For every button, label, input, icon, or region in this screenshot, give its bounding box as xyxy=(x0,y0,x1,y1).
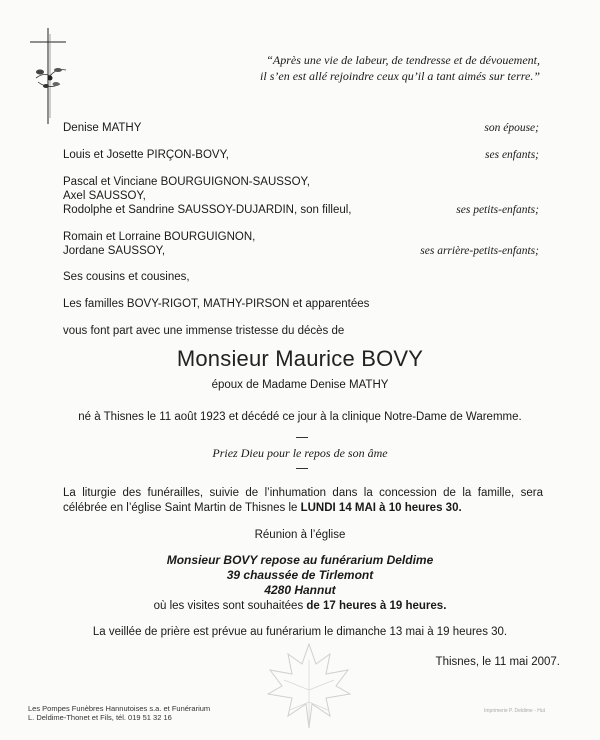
family-name: Pascal et Vinciane BOURGUIGNON-SAUSSOY, xyxy=(63,176,310,188)
maple-leaf-icon xyxy=(264,640,354,732)
family-relation: son épouse; xyxy=(484,122,539,134)
liturgy-text: La liturgie des funérailles, suivie de l’inhumation dans la concession de la famille, sera célébrée en l’église Saint Martin de Thisnes le xyxy=(63,487,543,514)
quote-line-2: il s’en est allé rejoindre ceux qu’il a tant aimés sur terre.” xyxy=(260,69,540,83)
family-name: Rodolphe et Sandrine SAUSSOY-DUJARDIN, son filleul, xyxy=(63,204,352,216)
birth-death-line: né à Thisnes le 11 août 1923 et décédé ce jour à la clinique Notre-Dame de Waremme. xyxy=(78,411,522,423)
reunion-line: Réunion à l’église xyxy=(254,529,346,541)
cousins-line: Ses cousins et cousines, xyxy=(63,271,190,283)
deceased-name: Monsieur Maurice BOVY xyxy=(176,346,424,371)
liturgy-paragraph xyxy=(63,486,543,516)
footer-line-2: L. Deldime-Thonet et Fils, tél. 019 51 32 16 xyxy=(28,713,172,722)
family-row-spouse xyxy=(63,121,539,135)
quote-line-1: “Après une vie de labeur, de tendresse et de dévouement, xyxy=(266,53,540,67)
family-relation: ses petits-enfants; xyxy=(456,204,539,216)
announcement-line: vous font part avec une immense tristesse du décès de xyxy=(63,325,345,337)
funeral-home-footer xyxy=(28,704,210,722)
separator-dash xyxy=(296,437,308,438)
funerarium-line-2: 39 chaussée de Tirlemont xyxy=(226,568,374,582)
liturgy-date-time: LUNDI 14 MAI à 10 heures 30. xyxy=(300,502,462,514)
family-row-grandchildren xyxy=(63,175,539,217)
visits-hours: de 17 heures à 19 heures. xyxy=(306,600,447,612)
family-relation: ses enfants; xyxy=(485,149,539,161)
opening-quote xyxy=(220,52,540,84)
families-line: Les familles BOVY-RIGOT, MATHY-PIRSON et apparentées xyxy=(63,298,370,310)
separator-dash xyxy=(296,468,308,469)
footer-line-1: Les Pompes Funèbres Hannutoises s.a. et Funérarium xyxy=(28,704,211,713)
place-date: Thisnes, le 11 mai 2007. xyxy=(435,656,560,668)
funerarium-line-3: 4280 Hannut xyxy=(264,583,336,597)
family-name: Romain et Lorraine BOURGUIGNON, xyxy=(63,231,256,243)
family-name: Axel SAUSSOY, xyxy=(63,190,146,202)
vigil-line: La veillée de prière est prévue au funérarium le dimanche 13 mai à 19 heures 30. xyxy=(92,626,508,638)
family-name: Louis et Josette PIRÇON-BOVY, xyxy=(63,149,229,161)
visits-prefix: où les visites sont souhaitées xyxy=(153,600,307,612)
funerarium-line-1: Monsieur BOVY repose au funérarium Deldime xyxy=(166,553,434,567)
cross-with-flowers-icon xyxy=(28,26,72,126)
prayer-line: Priez Dieu pour le repos de son âme xyxy=(212,446,388,460)
family-name: Jordane SAUSSOY, xyxy=(63,245,166,257)
spouse-line: époux de Madame Denise MATHY xyxy=(211,379,389,391)
family-row-great-grandchildren xyxy=(63,230,539,258)
family-relation: ses arrière-petits-enfants; xyxy=(420,245,539,257)
family-name: Denise MATHY xyxy=(63,122,142,134)
printer-imprint: Imprimerie P. Deldime - Hut xyxy=(484,708,546,714)
visits-line xyxy=(40,599,560,613)
family-row-children xyxy=(63,148,539,162)
